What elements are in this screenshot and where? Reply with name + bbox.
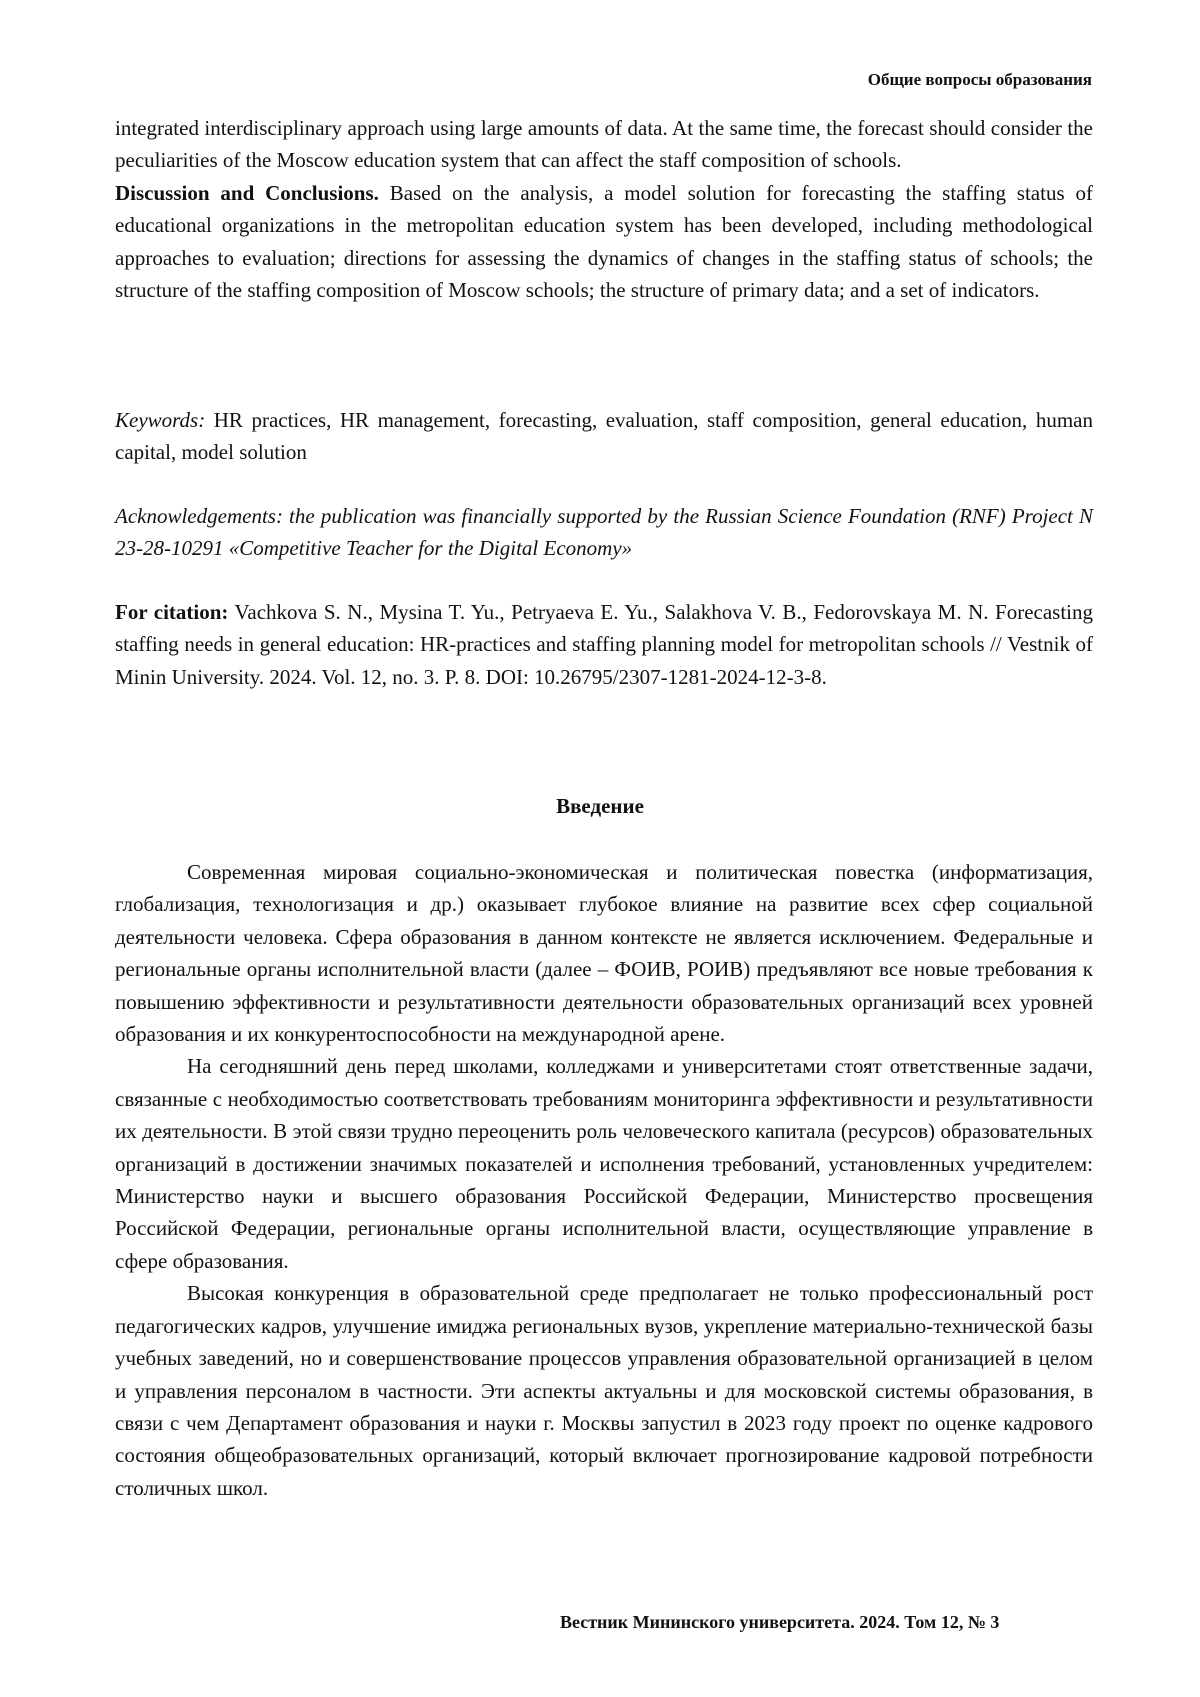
abstract-block bbox=[115, 112, 1093, 306]
citation-text: Vachkova S. N., Mysina T. Yu., Petryaeva E. Yu., Salakhova V. B., Fedorovskaya M. N. Forecasting staffing needs in general education: HR-practices and staffing planning model for metropolitan schools // Vestnik of Minin University. 2024. Vol. 12, no. 3. P. 8. DOI: 10.26795/2307-1281-2024-12-3-8. bbox=[115, 600, 1093, 689]
body-paragraph: На сегодняшний день перед школами, колледжами и университетами стоят ответственные задачи, связанные с необходимостью соответствовать требованиям мониторинга эффективности и результативности их деятельности. В этой связи трудно переоценить роль человеческого капитала (ресурсов) образовательных организаций в достижении значимых показателей и исполнения требований, установленных учредителем: Министерство науки и высшего образования Российской Федерации, Министерство просвещения Российской Федерации, региональные органы исполнительной власти, осуществляющие управление в сфере образования. bbox=[115, 1050, 1093, 1277]
citation-label: For citation: bbox=[115, 600, 228, 624]
running-header: Общие вопросы образования bbox=[868, 70, 1092, 90]
discussion-text: Based on the analysis, a model solution for forecasting the staffing status of educational organizations in the metropolitan education system has been developed, including methodological approaches to evaluation; directions for assessing the dynamics of changes in the staffing status of schools; the structure of the staffing composition of Moscow schools; the structure of primary data; and a set of indicators. bbox=[115, 181, 1093, 302]
body-paragraph: Современная мировая социально-экономическая и политическая повестка (информатизация, глобализация, технологизация и др.) оказывает глубокое влияние на развитие всех сфер социальной деятельности человека. Сфера образования в данном контексте не является исключением. Федеральные и региональные органы исполнительной власти (далее – ФОИВ, РОИВ) предъявляют все новые требования к повышению эффективности и результативности деятельности образовательных организаций всех уровней образования и их конкурентоспособности на международной арене. bbox=[115, 856, 1093, 1050]
keywords-label: Keywords: bbox=[115, 408, 205, 432]
keywords-paragraph bbox=[115, 404, 1093, 469]
discussion-label: Discussion and Conclusions. bbox=[115, 181, 379, 205]
running-footer: Вестник Мининского университета. 2024. Том 12, № 3 bbox=[560, 1612, 999, 1633]
keywords-text: HR practices, HR management, forecasting, evaluation, staff composition, general education, human capital, model solution bbox=[115, 408, 1093, 464]
abstract-results-continuation: integrated interdisciplinary approach using large amounts of data. At the same time, the forecast should consider the peculiarities of the Moscow education system that can affect the staff composition of schools. bbox=[115, 112, 1093, 177]
citation-paragraph bbox=[115, 596, 1093, 693]
acknowledgements-paragraph bbox=[115, 500, 1093, 565]
acknowledgements-text: Acknowledgements: the publication was financially supported by the Russian Science Foundation (RNF) Project N 23-28-10291 «Competitive Teacher for the Digital Economy» bbox=[115, 504, 1093, 560]
body-paragraph: Высокая конкуренция в образовательной среде предполагает не только профессиональный рост педагогических кадров, улучшение имиджа региональных вузов, укрепление материально-технической базы учебных заведений, но и совершенствование процессов управления образовательной организацией в целом и управления персоналом в частности. Эти аспекты актуальны и для московской системы образования, в связи с чем Департамент образования и науки г. Москвы запустил в 2023 году проект по оценке кадрового состояния общеобразовательных организаций, который включает прогнозирование кадровой потребности столичных школ. bbox=[115, 1277, 1093, 1504]
introduction-body bbox=[115, 856, 1093, 1504]
discussion-paragraph bbox=[115, 177, 1093, 307]
section-title: Введение bbox=[0, 794, 1200, 819]
